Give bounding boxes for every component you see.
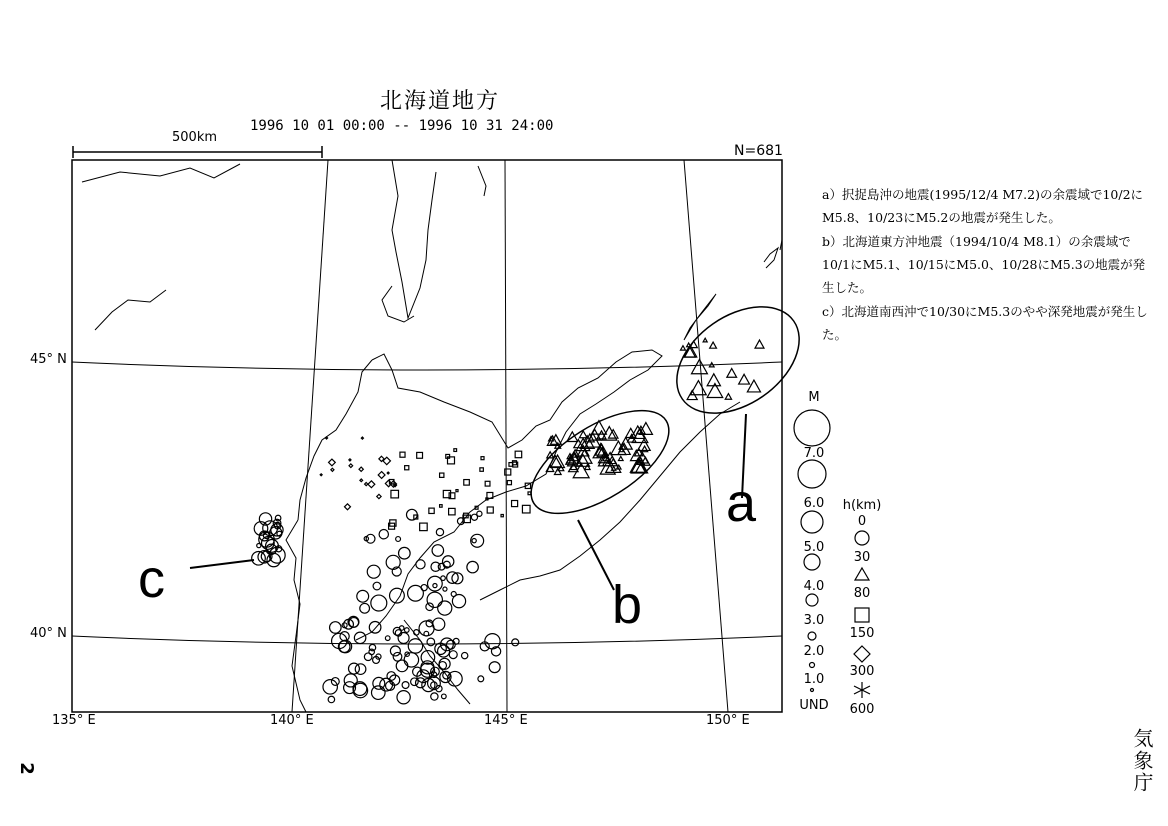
epicenter-symbol — [449, 651, 457, 659]
lon-label-140: 140° E — [270, 713, 314, 728]
epicenter-symbol — [485, 481, 490, 486]
epicenter-symbol — [507, 481, 511, 485]
epicenter-symbol — [344, 504, 350, 510]
epicenter-symbol — [404, 653, 418, 667]
epicenter-symbol — [429, 508, 434, 513]
epicenter-symbol — [420, 523, 428, 531]
depth-legend-title: h(km) — [842, 498, 882, 513]
magnitude-label: 7.0 — [803, 446, 825, 461]
epicenter-symbol — [367, 565, 380, 578]
epicenter-symbol — [325, 437, 327, 439]
epicenter-symbol — [485, 634, 500, 649]
epicenter-symbol — [360, 603, 370, 613]
epicenter-symbol — [480, 468, 483, 471]
depth-label: 150 — [849, 626, 875, 641]
coastline — [82, 160, 782, 712]
epicenter-symbol — [703, 338, 707, 342]
region-label-b: b — [612, 575, 643, 635]
depth-label: 80 — [853, 586, 871, 601]
epicenter-symbol — [369, 649, 375, 655]
magnitude-label: UND — [799, 698, 829, 713]
epicenter-symbol — [691, 359, 707, 373]
epicenter-symbol — [427, 592, 442, 607]
magnitude-label: 4.0 — [803, 579, 825, 594]
epicenter-symbol — [387, 472, 389, 474]
epicenter-symbol — [399, 547, 411, 559]
epicenter-symbol — [400, 452, 405, 457]
epicenter-symbol — [357, 590, 369, 602]
epicenter-symbol — [373, 582, 381, 590]
epicenter-symbol — [612, 466, 616, 470]
epicenter-symbol — [379, 530, 388, 539]
epicenter-symbol — [408, 639, 422, 653]
depth-label: 0 — [857, 514, 867, 529]
epicenter-symbol — [396, 660, 408, 672]
scale-bar-label: 500km — [172, 130, 218, 145]
epicenter-symbol — [452, 595, 465, 608]
epicenter-symbol — [441, 576, 446, 581]
epicenter-symbol — [618, 456, 623, 460]
epicenter-symbol — [391, 490, 399, 498]
epicenter-symbol — [433, 583, 437, 587]
lon-label-145: 145° E — [484, 713, 528, 728]
epicenter-symbol — [436, 529, 443, 536]
epicenter-symbol — [431, 693, 438, 700]
page-number: 2 — [15, 762, 37, 775]
magnitude-label: 3.0 — [803, 613, 825, 628]
depth-label: 300 — [849, 664, 875, 679]
magnitude-label: 5.0 — [803, 540, 825, 555]
epicenter-symbol — [439, 658, 450, 669]
scale-bar — [73, 146, 322, 158]
note-a: a）択捉島沖の地震(1995/12/4 M7.2)の余震域で10/2にM5.8、10/23にM5.2の地震が発生した。 — [822, 187, 1144, 225]
epicenter-symbol — [680, 346, 685, 350]
epicenter-symbol — [369, 622, 381, 634]
epicenter-symbol — [417, 452, 423, 458]
magnitude-legend-title: M — [808, 390, 820, 405]
epicenter-symbol — [454, 449, 457, 452]
notes-panel — [822, 183, 1152, 347]
epicenter-symbol — [386, 555, 400, 569]
epicenter-symbol — [727, 368, 737, 377]
epicenter-symbol — [464, 480, 470, 486]
lat-label-45: 45° N — [30, 352, 67, 367]
note-c: c）北海道南西沖で10/30にM5.3のやや深発地震が発生した。 — [822, 304, 1148, 342]
epicenter-symbol — [739, 374, 750, 384]
epicenter-symbol — [360, 479, 363, 482]
magnitude-label: 6.0 — [803, 496, 825, 511]
epicenter-symbol — [755, 340, 764, 348]
epicenter-symbol — [467, 561, 478, 572]
epicenter-symbol — [371, 595, 387, 611]
agency-name: 気象庁 — [1130, 728, 1154, 794]
epicenter-symbol — [405, 466, 409, 470]
epicenter-symbol — [402, 682, 409, 689]
epicenter-symbol — [378, 472, 385, 479]
epicenter-symbol — [365, 482, 368, 485]
epicenter-symbol — [348, 663, 359, 674]
epicenter-symbol — [323, 680, 337, 694]
epicenter-symbol — [329, 459, 336, 466]
epicenter-symbol — [349, 459, 351, 461]
epicenter-symbol — [349, 464, 353, 468]
epicenter-symbol — [390, 646, 400, 656]
epicenter-symbol — [501, 514, 503, 516]
epicenter-symbol — [440, 473, 444, 477]
epicenter-symbol — [404, 628, 409, 633]
epicenter-symbol — [489, 662, 500, 673]
epicenter-symbol — [462, 652, 468, 658]
epicenter-symbol — [320, 474, 322, 476]
zone-a-ellipse — [657, 285, 819, 435]
lon-label-150: 150° E — [706, 713, 750, 728]
epicenter-symbol — [478, 676, 484, 682]
epicenter-symbol — [385, 636, 390, 641]
epicenter-symbol — [377, 494, 381, 498]
epicenter-symbol — [440, 505, 443, 508]
epicenter-symbol — [725, 394, 731, 400]
epicenter-symbol — [408, 585, 424, 601]
lon-label-135: 135° E — [52, 713, 96, 728]
epicenter-symbol — [359, 467, 363, 471]
epicenter-symbol — [456, 490, 458, 492]
epicenter-symbol — [449, 508, 455, 514]
epicenter-symbol — [747, 380, 760, 392]
epicenter-symbol — [487, 507, 493, 513]
aftershock-zones — [515, 285, 819, 534]
epicenter-symbol — [522, 505, 530, 513]
epicenter-symbol — [331, 468, 334, 471]
epicenter-symbol — [443, 587, 447, 591]
epicenter-symbol — [471, 534, 484, 547]
epicenter-symbol — [432, 545, 444, 557]
epicenter-symbol — [475, 506, 478, 509]
epicenter-symbol — [366, 534, 375, 543]
epicenter-symbol — [431, 682, 437, 688]
epicenter-symbol — [371, 686, 385, 700]
epicenter-symbol — [481, 457, 484, 460]
epicenter-symbol — [446, 640, 455, 649]
epicenter-symbol — [710, 342, 717, 348]
epicenter-symbol — [330, 622, 342, 634]
epicenter-symbol — [393, 627, 401, 635]
epicenter-symbol — [441, 694, 446, 699]
region-label-c: c — [138, 549, 165, 609]
epicenter-symbol — [638, 439, 650, 450]
epicenter-symbol — [509, 463, 513, 467]
event-count: N=681 — [734, 143, 783, 159]
region-label-a: a — [726, 473, 757, 533]
map-title: 北海道地方 — [379, 89, 500, 114]
epicenter-symbol — [397, 691, 410, 704]
epicenter-symbol — [554, 469, 561, 475]
epicenter-symbol — [512, 639, 519, 646]
epicenter-symbol — [472, 538, 476, 542]
epicenter-symbol — [528, 492, 531, 495]
magnitude-label: 1.0 — [803, 672, 825, 687]
epicenter-symbol — [416, 560, 425, 569]
epicenter-symbol — [396, 537, 401, 542]
period-range: 1996 10 01 00:00 -- 1996 10 31 24:00 — [250, 118, 554, 134]
epicenter-symbol — [427, 638, 435, 646]
epicenter-symbol — [515, 451, 522, 458]
epicenter-symbol — [512, 501, 518, 507]
epicenter-symbol — [361, 437, 363, 439]
note-b: b）北海道東方沖地震（1994/10/4 M8.1）の余震域で10/1にM5.1、10/15にM5.0、10/28にM5.3の地震が発生した。 — [822, 234, 1146, 295]
epicenter-symbol — [328, 696, 334, 702]
epicenter-symbol — [368, 481, 375, 488]
lat-label-40: 40° N — [30, 626, 67, 641]
magnitude-label: 2.0 — [803, 644, 825, 659]
epicenter-symbol — [257, 543, 261, 547]
epicenters — [252, 338, 764, 704]
depth-label: 30 — [853, 550, 871, 565]
epicenter-symbol — [707, 374, 720, 386]
epicenter-symbol — [471, 514, 477, 520]
epicenter-symbol — [438, 601, 452, 615]
depth-label: 600 — [849, 702, 875, 717]
